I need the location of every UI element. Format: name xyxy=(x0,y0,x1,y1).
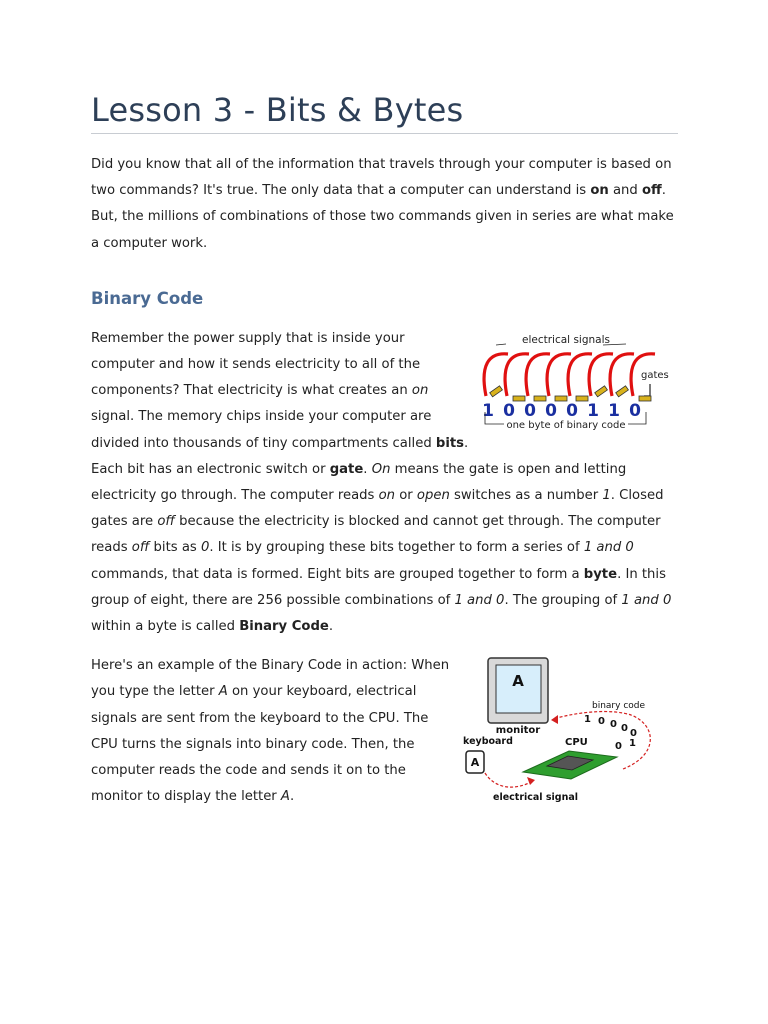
code-digit: 0 xyxy=(630,728,637,740)
code-digit: 0 xyxy=(615,741,622,753)
gate-switch xyxy=(490,386,503,397)
cpu-label: CPU xyxy=(565,737,588,749)
one-byte-label: one byte of binary code xyxy=(506,419,626,431)
intro-paragraph: Did you know that all of the information that travels through your computer is based on two commands? It's true. The only data that a computer can understand is on and off. But, the millions of combinations of those two commands given in series are what make a computer work. xyxy=(91,157,674,251)
bit-digit: 0 xyxy=(566,400,578,421)
cpu-chip-icon xyxy=(523,751,617,779)
electrical-signals-label: electrical signals xyxy=(522,333,610,346)
monitor-letter: A xyxy=(512,672,524,691)
code-digit: 1 xyxy=(584,714,591,726)
byte-gates-diagram xyxy=(478,326,678,456)
bit-digit: 0 xyxy=(545,400,557,421)
code-digit: 0 xyxy=(598,716,605,728)
code-digit: 1 xyxy=(629,738,636,750)
gates-label: gates xyxy=(641,369,669,381)
code-digit: 0 xyxy=(621,723,628,735)
bit-digit: 1 xyxy=(587,400,599,421)
gate-switch xyxy=(595,386,608,397)
bit-digit: 0 xyxy=(503,400,515,421)
binary-code-paragraph: electrical signals gates 1 0 0 0 0 1 1 0 one byte of binary code Remember the power supply that is inside your computer and how it sends electricity to all of the components? That electricity is what creates an on signal. The memory chips inside your computer are divided into thousands of tiny compartments called bits. Each bit has an electronic switch or gate. On means the gate is open and letting electricity go through. The computer reads on or open switches as a number 1. Closed gates are off because the electricity is blocked and cannot get through. The computer reads off bits as 0. It is by grouping these bits together to form a series of 1 and 0 commands, that data is formed. Eight bits are grouped together to form a byte. In this group of eight, there are 256 possible combinations of 1 and 0. The grouping of 1 and 0 within a byte is called Binary Code. xyxy=(91,326,678,640)
binary-example-paragraph: A monitor binary code 1 0 0 0 0 0 1 keyboard A CPU electrical signal Here's an example of the Binary Code in action: When you type the letter A on your keyboard, electrical signals are sent from the keyboard to the CPU. The CPU turns the signals into binary code. Then, the computer reads the code and sends it on to the monitor to display the letter A. xyxy=(91,653,678,810)
bit-digit: 1 xyxy=(482,400,494,421)
key-letter: A xyxy=(470,756,480,770)
keyboard-cpu-monitor-diagram xyxy=(463,653,678,805)
code-digit: 0 xyxy=(610,719,617,731)
binary-digits xyxy=(482,401,641,421)
bit-digit: 0 xyxy=(629,400,641,421)
electrical-signal-label: electrical signal xyxy=(493,792,579,804)
gate-switch xyxy=(616,386,629,397)
keyboard-label: keyboard xyxy=(463,736,513,748)
title-divider xyxy=(91,133,678,134)
page-title: Lesson 3 - Bits & Bytes xyxy=(91,91,464,129)
lesson-page xyxy=(91,88,678,810)
monitor-label: monitor xyxy=(495,725,541,737)
section-heading-binary-code: Binary Code xyxy=(91,288,204,308)
electrical-signal-arrow xyxy=(485,773,533,787)
bit-digit: 1 xyxy=(608,400,620,421)
binary-code-digits xyxy=(584,714,637,752)
binary-code-label: binary code xyxy=(592,701,646,712)
monitor-icon xyxy=(488,658,548,723)
electrical-wires xyxy=(484,354,655,396)
key-icon xyxy=(466,751,484,773)
bit-digit: 0 xyxy=(524,400,536,421)
